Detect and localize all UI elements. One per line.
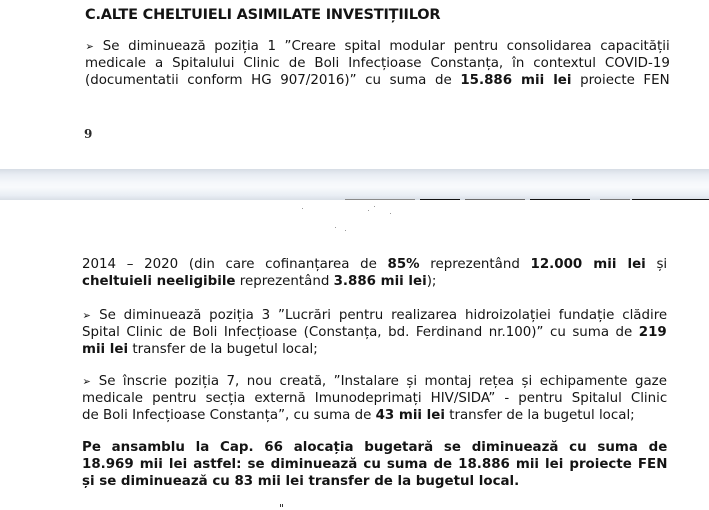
document-page-top (0, 0, 709, 169)
amount-bold: 219 (638, 324, 667, 340)
text-run: Se diminuează poziția 3 ”Lucrări pentru realizarea hidroizolației fundație clădire (91, 308, 667, 323)
amount-bold: 43 mii lei (375, 407, 445, 423)
scan-speck (302, 208, 303, 209)
text-run: Pe ansamblu la Cap. 66 alocația bugetară se diminuează cu suma de (82, 440, 667, 455)
text-run: 18.969 mii lei astfel: se diminuează cu suma de 18.886 mii lei proiecte FEN (82, 456, 667, 472)
percent-bold: 85% (387, 257, 420, 272)
text-run: ); (426, 273, 437, 289)
text-line (82, 325, 667, 342)
amount-bold: 3.886 mii lei (333, 273, 427, 289)
text-line (85, 56, 670, 73)
scan-speck (345, 230, 346, 231)
text-line (82, 308, 667, 325)
arrow-bullet-icon: ➢ (82, 375, 91, 388)
amount-bold: mii lei (82, 341, 129, 357)
page-number: 9 (84, 127, 93, 141)
text-run: Se înscrie poziția 7, nou creată, ”Instalare și montaj rețea și echipamente gaze (91, 374, 667, 389)
paragraph-position-1 (85, 39, 670, 89)
text-line (82, 374, 667, 391)
arrow-bullet-icon: ➢ (85, 40, 94, 53)
text-run: (documentatii conform HG 907/2016)” cu suma de (85, 72, 461, 88)
text-run: reprezentând (235, 273, 334, 289)
text-line (82, 391, 667, 408)
text-run: proiecte FEN (571, 72, 670, 88)
text-line (82, 257, 667, 274)
text-run: și (645, 257, 667, 272)
cropped-next-line-glyph (278, 504, 284, 510)
text-run: de Boli Infecțioase Constanța”, cu suma de (82, 407, 376, 423)
text-line (82, 274, 667, 291)
paragraph-summary (82, 440, 667, 490)
text-line (82, 474, 667, 491)
paragraph-position-3 (82, 308, 667, 358)
text-run: și se diminuează cu 83 mii lei transfer de la bugetul local. (82, 473, 520, 489)
term-bold: cheltuieli neeligibile (82, 273, 236, 289)
scan-speck (374, 206, 375, 207)
text-run: Spital Clinic de Boli Infecțioase (Constanța, bd. Ferdinand nr.100)” cu suma de (82, 324, 639, 340)
amount-bold: 15.886 mii lei (460, 72, 572, 88)
text-line (82, 457, 667, 474)
text-run: reprezentând (419, 257, 531, 272)
paragraph-position-1-continued (82, 257, 667, 291)
text-run: 2014 – 2020 (din care cofinanțarea de (82, 257, 388, 272)
text-run: Se diminuează poziția 1 ”Creare spital modular pentru consolidarea capacității (94, 39, 670, 54)
page-break-separator (0, 169, 709, 200)
scan-speck (368, 210, 369, 211)
text-line (85, 73, 670, 90)
text-line (82, 342, 667, 359)
arrow-bullet-icon: ➢ (82, 309, 91, 322)
paragraph-position-7 (82, 374, 667, 424)
amount-bold: 12.000 mii lei (530, 257, 646, 272)
text-line (82, 440, 667, 457)
text-run: medicale pentru secția externă Imunodeprimați HIV/SIDA” - pentru Spitalul Clinic (82, 390, 667, 406)
text-run: transfer de la bugetul local; (128, 341, 318, 357)
text-line (82, 408, 667, 425)
scan-speck (335, 227, 336, 228)
scan-speck (390, 213, 391, 214)
text-line (85, 39, 670, 56)
text-run: medicale a Spitalului Clinic de Boli Infecțioase Constanța, în contextul COVID-19 (85, 55, 670, 71)
section-heading: C.ALTE CHELTUIELI ASIMILATE INVESTIȚIILOR (85, 7, 441, 23)
text-run: transfer de la bugetul local; (444, 407, 635, 423)
